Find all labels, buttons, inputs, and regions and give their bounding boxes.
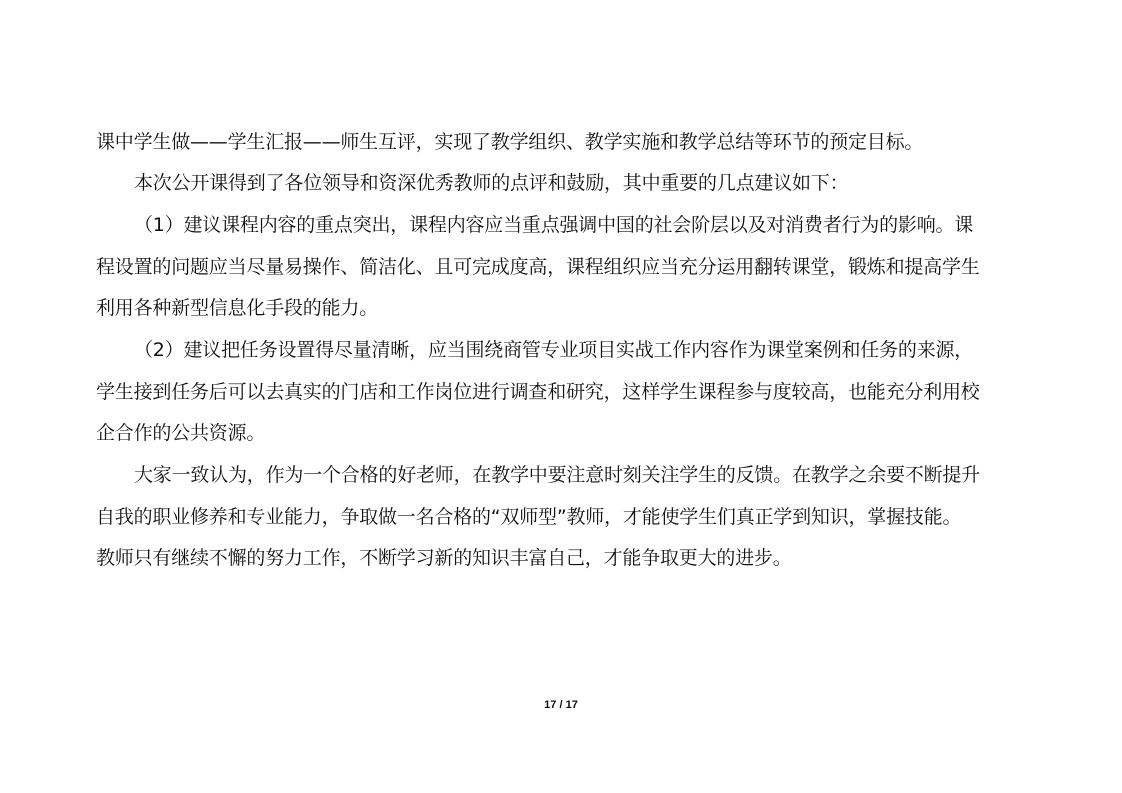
paragraph-line: 大家一致认为，作为一个合格的好老师，在教学中要注意时刻关注学生的反馈。在教学之余要不断提升 [134, 464, 981, 486]
paragraph-line: 利用各种新型信息化手段的能力。 [96, 297, 379, 319]
paragraph-line: 程设置的问题应当尽量易操作、简洁化、且可完成度高，课程组织应当充分运用翻转课堂，锻炼和提高学生 [96, 256, 980, 278]
paragraph-line: 教师只有继续不懈的努力工作，不断学习新的知识丰富自己，才能争取更大的进步。 [96, 547, 792, 569]
page-number: 17 / 17 [544, 699, 578, 711]
paragraph-line: （1）建议课程内容的重点突出，课程内容应当重点强调中国的社会阶层以及对消费者行为的影响。课 [134, 214, 974, 236]
paragraph-line: 自我的职业修养和专业能力，争取做一名合格的“双师型”教师，才能使学生们真正学到知识，掌握技能。 [96, 506, 962, 528]
paragraph-line: 企合作的公共资源。 [96, 422, 266, 444]
paragraph-line: （2）建议把任务设置得尽量清晰，应当围绕商管专业项目实战工作内容作为课堂案例和任务的来源， [134, 339, 974, 361]
paragraph-line: 课中学生做——学生汇报——师生互评，实现了教学组织、教学实施和教学总结等环节的预定目标。 [96, 131, 924, 153]
paragraph-line: 本次公开课得到了各位领导和资深优秀教师的点评和鼓励，其中重要的几点建议如下： [134, 172, 849, 194]
paragraph-line: 学生接到任务后可以去真实的门店和工作岗位进行调查和研究，这样学生课程参与度较高，也能充分利用校 [96, 381, 980, 403]
